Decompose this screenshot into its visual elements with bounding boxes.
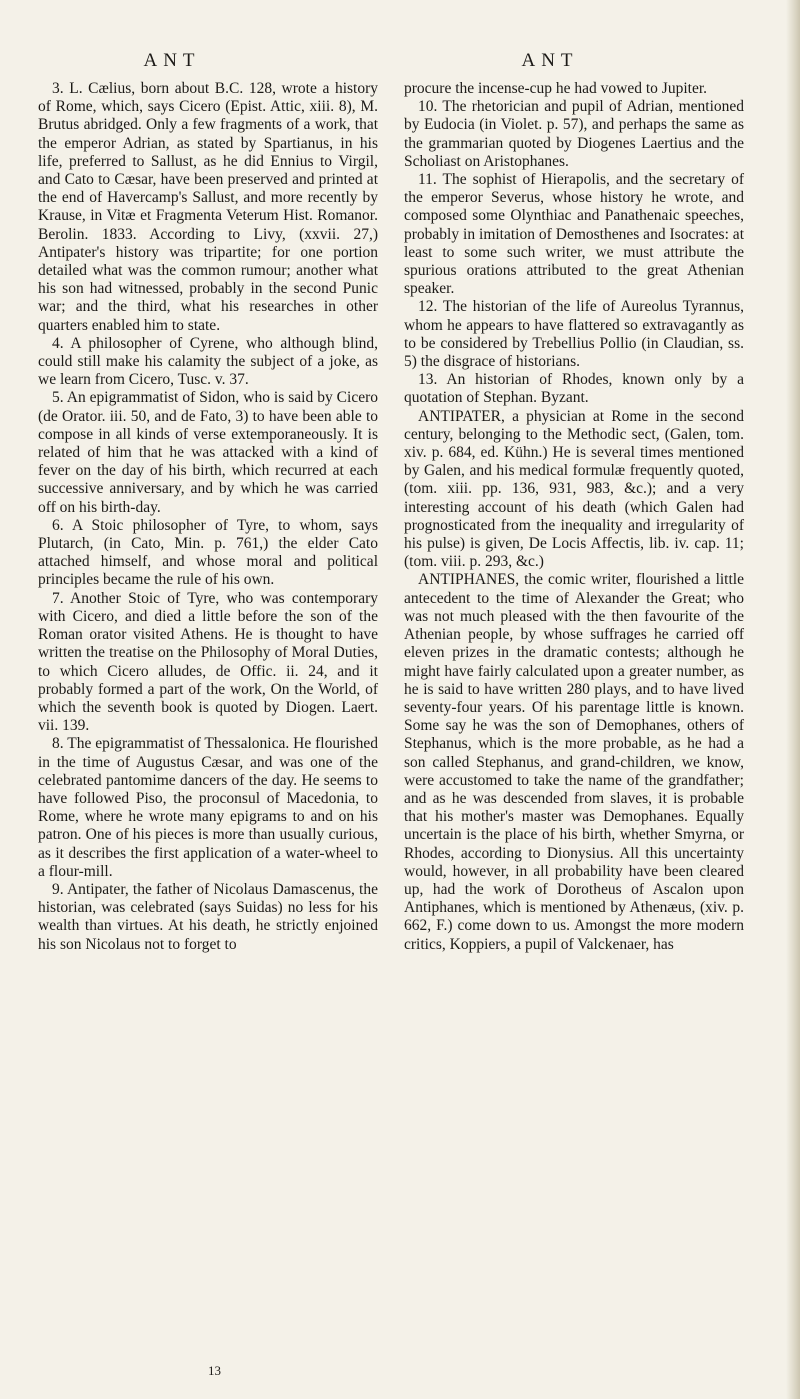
paragraph: procure the incense-cup he had vowed to Jupiter. xyxy=(404,80,708,97)
paragraph: 8. The epigrammatist of Thessalonica. He flourished in the time of Augustus Cæsar, and was one of the celebrated pantomime dancers of the day. He seems to have followed Piso, the proconsul of Macedonia, to Rome, where he wrote many epigrams to and on his patron. One of his pieces is more than usually curious, as it describes the first application of a water-wheel to a flour-mill. xyxy=(38,735,378,880)
paragraph: 3. L. Cælius, born about B.C. 128, wrote a history of Rome, which, says Cicero (Epist. Attic, xiii. 8), M. Brutus abridged. Only a few fragments of a work, that the emperor Adrian, as stated by Spartianus, in his life, preferred to Sallust, as he did Ennius to Virgil, and Cato to Cæsar, have been preserved and printed at the end of Havercamp's Sallust, and more recently by Krause, in Vitæ et Fragmenta Veterum Hist. Romanor. Berolin. 1833. According to Livy, (xxvii. 27,) Antipater's history was tripartite; for one portion detailed what was the common rumour; another what his son had witnessed, probably in the second Punic war; and the third, what his researches in other quarters enabled him to state. xyxy=(38,80,378,334)
paragraph: 10. The rhetorician and pupil of Adrian, mentioned by Eudocia (in Violet. p. 57), and perhaps the same as the grammarian quoted by Diogenes Laertius and the Scholiast on Aristophanes. xyxy=(404,98,744,170)
paragraph: 9. Antipater, the father of Nicolaus Damascenus, the historian, was celebrated (says Suidas) no less for his wealth than virtues. At his death, he strictly enjoined his son Nicolaus not to forget to xyxy=(38,880,378,953)
paragraph: 13. An historian of Rhodes, known only by a quotation of Stephan. Byzant. xyxy=(404,371,744,407)
paragraph: 7. Another Stoic of Tyre, who was contemporary with Cicero, and died a little before the son of the Roman orator visited Athens. He is thought to have written the treatise on the Philosophy of Moral Duties, to which Cicero alludes, de Offic. ii. 24, and it probably formed a part of the work, On the World, of which the seventh book is quoted by Diogen. Laert. vii. 139. xyxy=(38,589,378,735)
paragraph: 12. The historian of the life of Aureolus Tyrannus, whom he appears to have flattered so extravagantly as to be considered by Trebellius Pollio (in Claudian, ss. 5) the disgrace of historians. xyxy=(404,298,744,371)
running-head-right: ANT xyxy=(521,50,579,71)
paragraph: 6. A Stoic philosopher of Tyre, to whom, says Plutarch, (in Cato, Min. p. 761,) the elder Cato attached himself, and whose moral and political principles became the rule of his own. xyxy=(38,516,378,589)
paragraph: ANTIPATER, a physician at Rome in the second century, belonging to the Methodic sect, (Galen, tom. xiv. p. 684, ed. Kühn.) He is several times mentioned by Galen, and his medical formulæ frequently quoted, (tom. xiii. pp. 136, 931, 983, &c.); and a very interesting account of his death (which Galen had prognosticated from the inequality and irregularity of his pulse) is given, De Locis Affectis, lib. iv. cap. 11; (tom. viii. p. 293, &c.) xyxy=(404,407,744,571)
right-column xyxy=(404,80,744,954)
paragraph: 4. A philosopher of Cyrene, who although blind, could still make his calamity the subject of a joke, as we learn from Cicero, Tusc. v. 37. xyxy=(38,334,378,389)
paragraph: 5. An epigrammatist of Sidon, who is said by Cicero (de Orator. iii. 50, and de Fato, 3) to have been able to compose in all kinds of verse extemporaneously. It is related of him that he was attacked with a kind of fever on the day of his birth, which recurred at each successive anniversary, and by which he was carried off on his birth-day. xyxy=(38,389,378,516)
page-edge xyxy=(786,0,800,1399)
paragraph: ANTIPHANES, the comic writer, flourished a little antecedent to the time of Alexander the Great; who was not much pleased with the then favourite of the Athenian people, by whose suffrages he carried off eleven prizes in the dramatic contests; although he might have fairly calculated upon a greater number, as he is said to have written 280 plays, and to have lived seventy-four years. Of his parentage little is known. Some say he was the son of Demophanes, others of Stephanus, which is the more probable, as he had a son called Stephanus, and grand-children, we know, were accustomed to take the name of the grandfather; and as he was descended from slaves, it is probable that his mother's master was Demophanes. Equally uncertain is the place of his birth, whether Smyrna, or Rhodes, according to Dionysius. All this uncertainty would, however, in all probability have been cleared up, had the work of Dorotheus of Ascalon upon Antiphanes, which is mentioned by Athenæus, (xiv. p. 662, F.) come down to us. Amongst the more modern critics, Koppiers, a pupil of Valckenaer, has xyxy=(404,571,744,953)
running-head-left: ANT xyxy=(143,50,201,71)
page-number: 13 xyxy=(208,1363,221,1378)
paragraph: 11. The sophist of Hierapolis, and the secretary of the emperor Severus, whose history he wrote, and composed some Olynthiac and Panathenaic speeches, probably in imitation of Demosthenes and Isocrates: at least to some such writer, we must attribute the spurious orations attributed to the great Athenian speaker. xyxy=(404,171,744,298)
left-column xyxy=(38,80,378,954)
